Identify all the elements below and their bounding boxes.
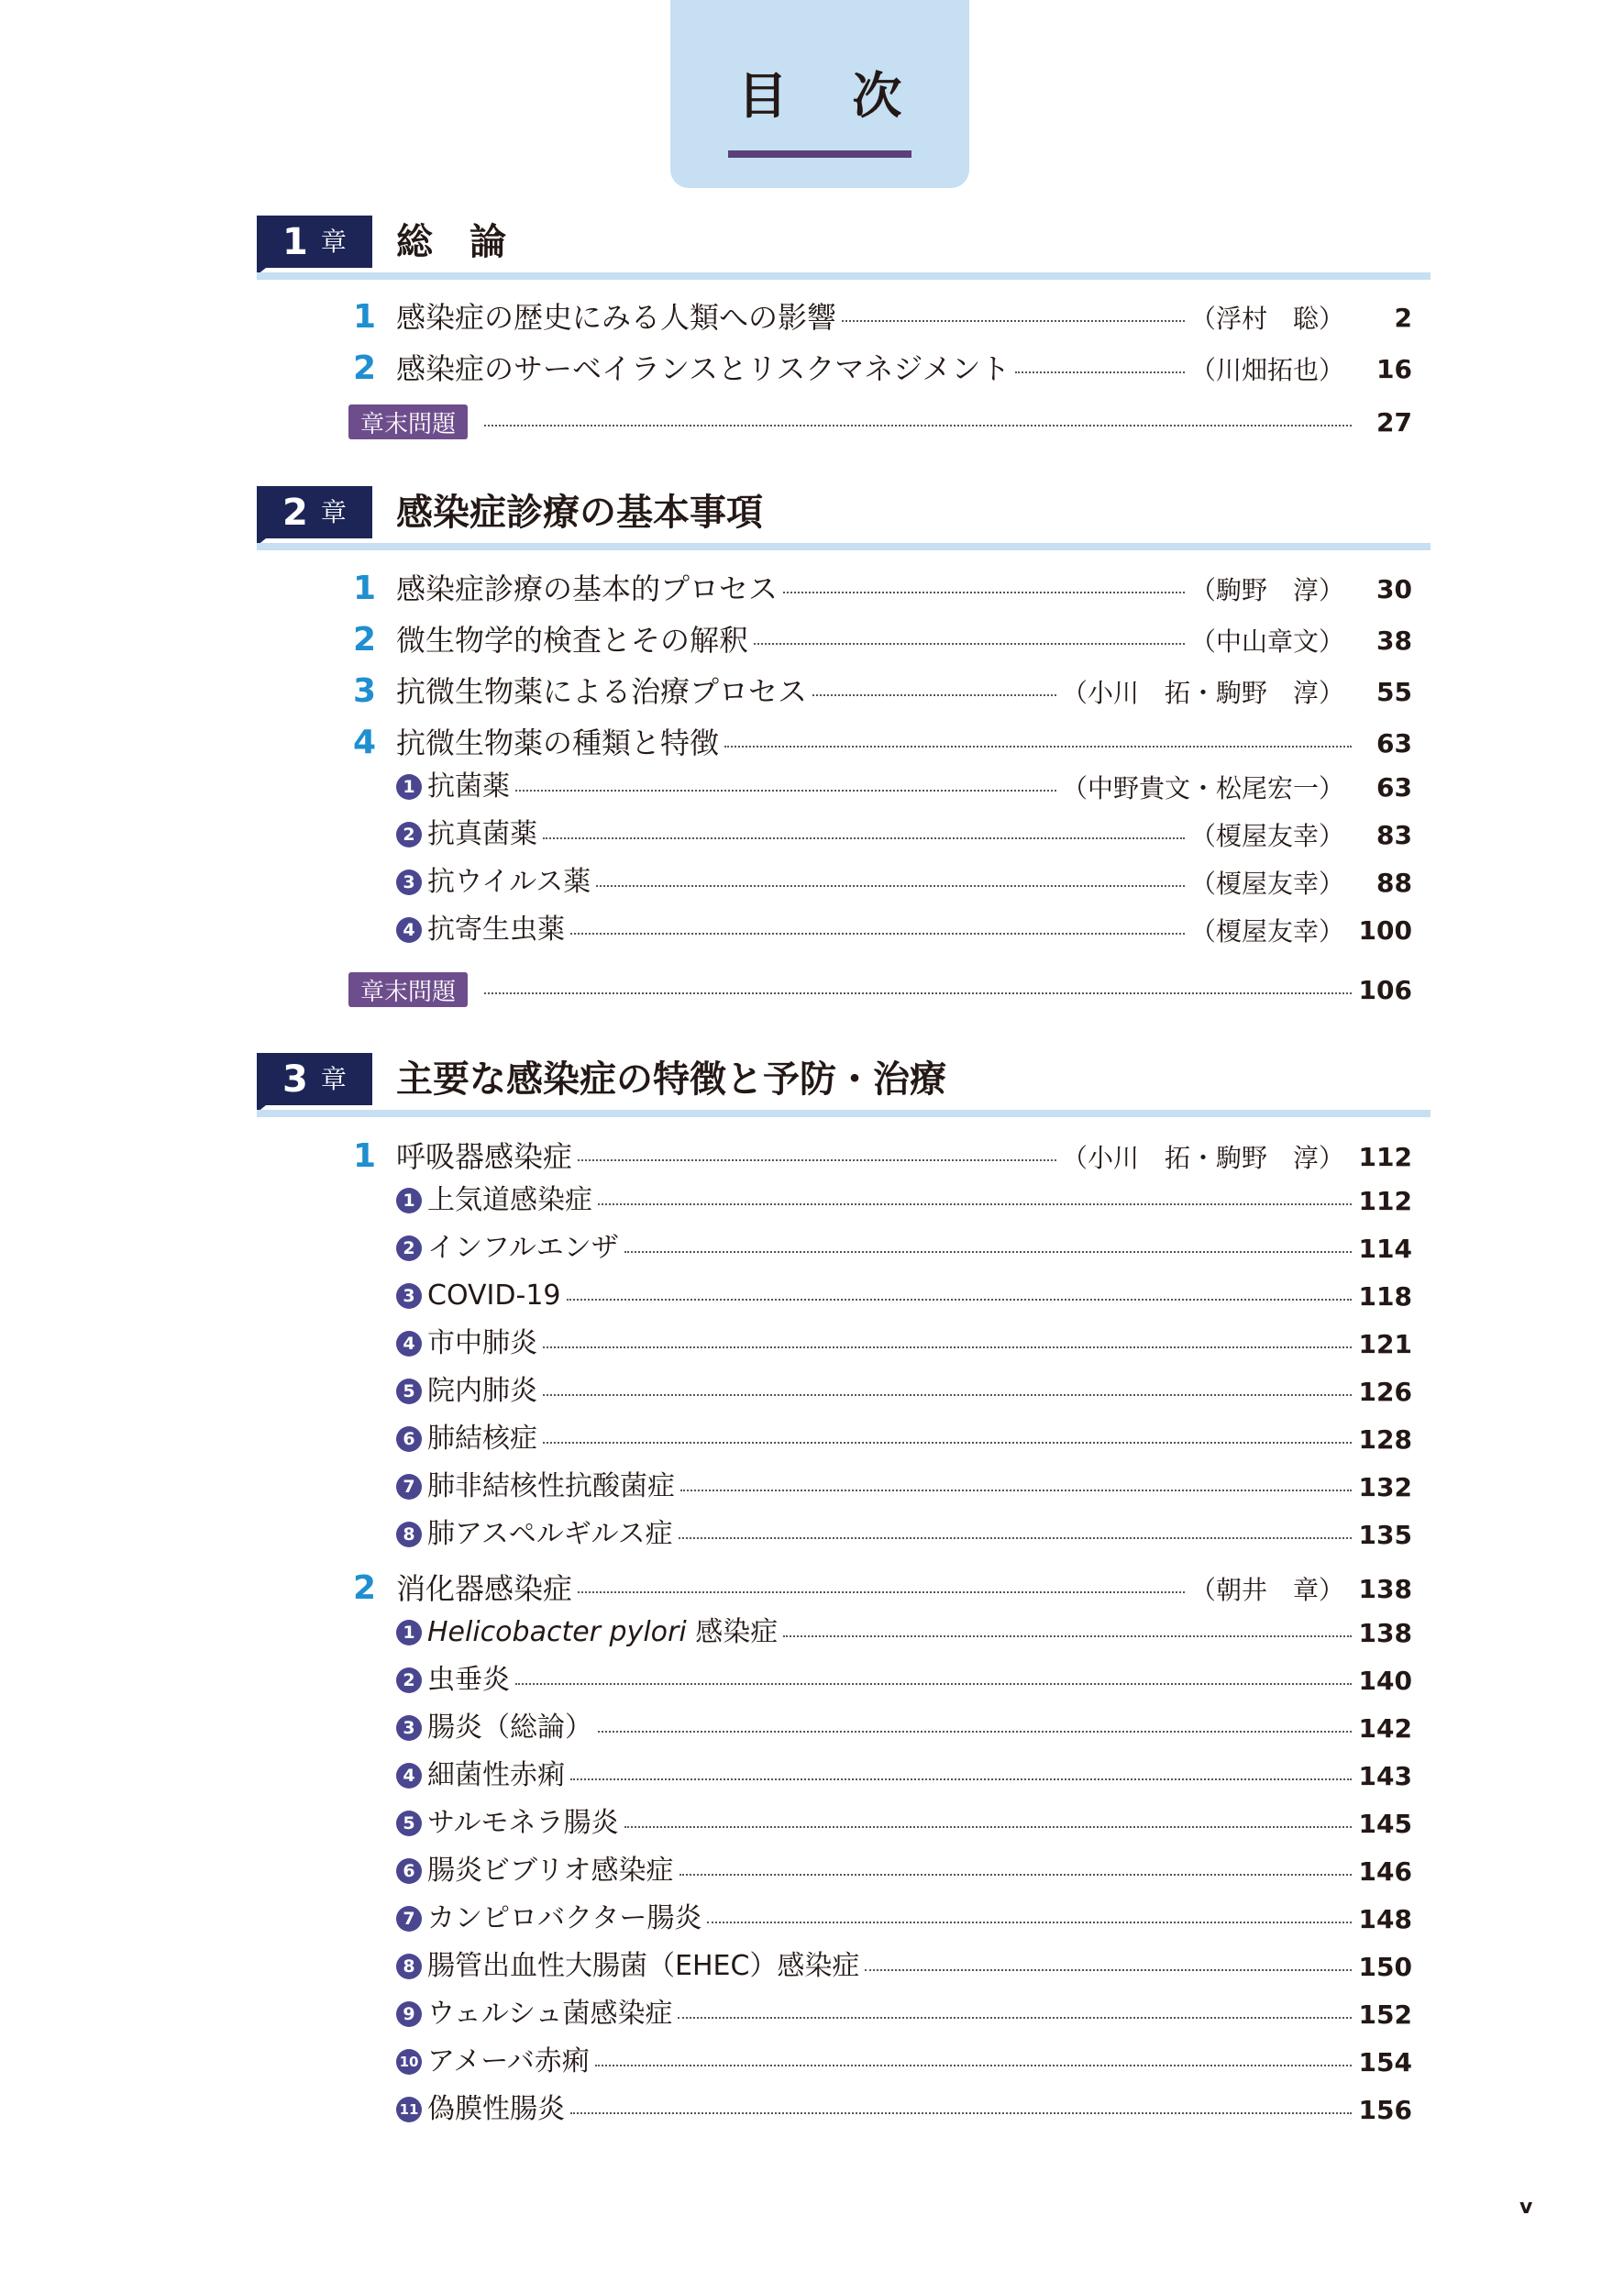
- toc-subentry[interactable]: [396, 1468, 1412, 1506]
- entry-title: 偽膜性腸炎: [427, 2093, 565, 2125]
- entry-author: （小川 拓・駒野 淳）: [1061, 1143, 1344, 1173]
- entry-title: 市中肺炎: [427, 1327, 537, 1359]
- toc-subentry[interactable]: [396, 1420, 1412, 1458]
- entry-page: 55: [1376, 676, 1412, 707]
- leader-dots: [570, 2112, 1352, 2114]
- toc-entry[interactable]: [348, 348, 1412, 390]
- entry-author: （榎屋友幸）: [1189, 916, 1344, 947]
- chapter-badge: [257, 216, 372, 268]
- number-circle-icon: 3: [396, 1715, 422, 1741]
- entry-title-rest: 感染症: [686, 1616, 779, 1648]
- toc-subentry[interactable]: [396, 911, 1412, 949]
- entry-page: 152: [1358, 1999, 1412, 2030]
- entry-page: 138: [1358, 1573, 1412, 1604]
- entry-page: 150: [1358, 1951, 1412, 1982]
- number-circle-icon: 6: [396, 1426, 422, 1452]
- entry-title: 肺非結核性抗酸菌症: [427, 1470, 675, 1502]
- toc-subentry[interactable]: [396, 1515, 1412, 1554]
- leader-dots: [678, 2017, 1352, 2019]
- chapter-1-heading: [257, 216, 1431, 275]
- toc-subentry[interactable]: [396, 1709, 1412, 1747]
- entry-page: 145: [1358, 1808, 1412, 1839]
- toc-subentry[interactable]: [396, 863, 1412, 902]
- number-circle-icon: 2: [396, 1235, 422, 1261]
- entry-title: 腸炎ビブリオ感染症: [427, 1855, 674, 1887]
- entry-page: 148: [1358, 1903, 1412, 1934]
- entry-page: 114: [1358, 1233, 1412, 1264]
- chapter-word: 章: [320, 496, 347, 527]
- entry-page: 38: [1376, 625, 1412, 656]
- entry-title: 抗微生物薬の種類と特徴: [396, 726, 720, 760]
- leader-dots: [543, 837, 1185, 839]
- leader-dots: [1015, 371, 1185, 373]
- entry-author: （朝井 章）: [1189, 1575, 1344, 1605]
- leader-dots: [783, 1635, 1352, 1637]
- chapter-title: 感染症診療の基本事項: [396, 492, 763, 534]
- number-circle-icon: 8: [396, 1954, 422, 1979]
- entry-page: 2: [1394, 302, 1412, 333]
- leader-dots: [567, 1299, 1352, 1301]
- chapter-badge: [257, 486, 372, 538]
- toc-entry[interactable]: [348, 722, 1412, 764]
- number-circle-icon: 10: [396, 2049, 422, 2075]
- entry-title: [427, 1616, 779, 1648]
- leader-dots: [595, 2065, 1352, 2066]
- entry-title: 感染症診療の基本的プロセス: [396, 571, 779, 606]
- number-circle-icon: 7: [396, 1906, 422, 1932]
- entry-page: 138: [1358, 1617, 1412, 1648]
- toc-subentry[interactable]: [396, 1852, 1412, 1890]
- number-circle-icon: 4: [396, 1331, 422, 1357]
- entry-number: 4: [352, 724, 376, 761]
- number-circle-icon: 4: [396, 917, 422, 943]
- entry-title: 細菌性赤痢: [427, 1759, 565, 1791]
- toc-subentry[interactable]: [396, 1900, 1412, 1938]
- toc-subentry[interactable]: [396, 815, 1412, 854]
- end-questions-entry[interactable]: [348, 404, 1412, 439]
- chapter-number: 1: [282, 220, 308, 263]
- entry-title: 微生物学的検査とその解釈: [396, 623, 749, 658]
- entry-author: （小川 拓・駒野 淳）: [1061, 678, 1344, 708]
- entry-title: 腸炎（総論）: [427, 1711, 592, 1744]
- entry-page: 128: [1358, 1423, 1412, 1455]
- leader-dots: [598, 1203, 1352, 1205]
- entry-title: 抗寄生虫薬: [427, 914, 565, 946]
- entry-page: 121: [1358, 1328, 1412, 1359]
- entry-title: 感染症の歴史にみる人類への影響: [396, 300, 837, 335]
- entry-page: 112: [1358, 1141, 1412, 1172]
- toc-subentry[interactable]: [396, 1661, 1412, 1700]
- page-folio: v: [1519, 2196, 1533, 2219]
- toc-entry[interactable]: [348, 296, 1412, 338]
- toc-subentry[interactable]: [396, 1181, 1412, 1220]
- entry-title-italic: Helicobacter pylori: [427, 1616, 687, 1648]
- entry-page: 156: [1358, 2094, 1412, 2125]
- number-circle-icon: 1: [396, 774, 422, 800]
- entry-page: 146: [1358, 1855, 1412, 1887]
- toc-subentry[interactable]: [396, 1804, 1412, 1843]
- entry-title: 消化器感染症: [396, 1571, 573, 1606]
- leader-dots: [680, 1490, 1352, 1491]
- number-circle-icon: 1: [396, 1620, 422, 1645]
- entry-author: （駒野 淳）: [1189, 575, 1344, 605]
- entry-page: 88: [1376, 867, 1412, 898]
- chapter-word: 章: [320, 226, 347, 257]
- leader-dots: [624, 1251, 1352, 1253]
- entry-page: 126: [1358, 1376, 1412, 1407]
- entry-page: 118: [1358, 1280, 1412, 1312]
- entry-number: 3: [352, 672, 376, 710]
- entry-title: 虫垂炎: [427, 1664, 510, 1696]
- entry-page: 100: [1358, 914, 1412, 946]
- entry-title: 感染症のサーベイランスとリスクマネジメント: [396, 351, 1011, 386]
- leader-dots: [707, 1922, 1352, 1923]
- entry-title: 院内肺炎: [427, 1375, 537, 1407]
- leader-dots: [783, 592, 1185, 593]
- leader-dots: [679, 1537, 1352, 1539]
- toc-subentry[interactable]: [396, 1613, 1412, 1652]
- number-circle-icon: 1: [396, 1188, 422, 1213]
- entry-page: 140: [1358, 1665, 1412, 1696]
- entry-title: アメーバ赤痢: [427, 2045, 590, 2077]
- entry-number: 2: [352, 1569, 376, 1607]
- leader-dots: [543, 1394, 1352, 1396]
- leader-dots: [543, 1442, 1352, 1444]
- entry-page: 132: [1358, 1471, 1412, 1502]
- leader-dots: [812, 694, 1056, 696]
- entry-page: 154: [1358, 2046, 1412, 2077]
- leader-dots: [578, 1591, 1185, 1593]
- entry-title: 抗微生物薬による治療プロセス: [396, 674, 808, 709]
- number-circle-icon: 6: [396, 1858, 422, 1884]
- number-circle-icon: 11: [396, 2097, 422, 2122]
- entry-number: 1: [352, 298, 376, 336]
- entry-page: 16: [1376, 353, 1412, 384]
- entry-title: 腸管出血性大腸菌（EHEC）感染症: [427, 1950, 860, 1982]
- entry-author: （榎屋友幸）: [1189, 821, 1344, 851]
- toc-entry[interactable]: [348, 1567, 1412, 1610]
- entry-page: 142: [1358, 1712, 1412, 1744]
- number-circle-icon: 4: [396, 1763, 422, 1789]
- leader-dots: [596, 885, 1185, 887]
- title-tab: [670, 0, 969, 188]
- entry-author: （榎屋友幸）: [1189, 869, 1344, 899]
- entry-page: 63: [1376, 727, 1412, 759]
- chapter-rule: [257, 543, 1431, 550]
- entry-author: （浮村 聡）: [1189, 304, 1344, 334]
- number-circle-icon: 5: [396, 1379, 422, 1404]
- toc-entry[interactable]: [348, 1135, 1412, 1178]
- entry-number: 1: [352, 1137, 376, 1175]
- entry-author: （中山章文）: [1189, 626, 1344, 657]
- leader-dots: [570, 933, 1185, 935]
- entry-page: 30: [1376, 573, 1412, 604]
- entry-page: 63: [1376, 771, 1412, 803]
- leader-dots: [598, 1731, 1352, 1733]
- leader-dots: [624, 1826, 1353, 1828]
- chapter-word: 章: [320, 1063, 347, 1094]
- chapter-rule: [257, 272, 1431, 280]
- entry-title: 呼吸器感染症: [396, 1139, 573, 1174]
- leader-dots: [484, 425, 1352, 426]
- leader-dots: [543, 1346, 1352, 1348]
- entry-title: 抗ウイルス薬: [427, 866, 591, 898]
- leader-dots: [842, 320, 1185, 322]
- entry-page: 106: [1358, 974, 1412, 1005]
- chapter-number: 2: [282, 491, 308, 534]
- entry-title: COVID-19: [427, 1279, 561, 1312]
- chapter-number: 3: [282, 1058, 308, 1101]
- end-questions-tag: 章末問題: [348, 404, 468, 439]
- toc-subentry[interactable]: [396, 1947, 1412, 1986]
- leader-dots: [515, 790, 1056, 792]
- toc-entry[interactable]: [348, 670, 1412, 713]
- entry-page: 112: [1358, 1185, 1412, 1216]
- number-circle-icon: 2: [396, 822, 422, 847]
- number-circle-icon: 8: [396, 1522, 422, 1547]
- toc-subentry[interactable]: [396, 768, 1412, 806]
- title-underline: [728, 150, 911, 158]
- number-circle-icon: 3: [396, 1283, 422, 1309]
- entry-page: 83: [1376, 819, 1412, 850]
- leader-dots: [724, 746, 1352, 748]
- toc-subentry[interactable]: [396, 1756, 1412, 1795]
- end-questions-entry[interactable]: [348, 972, 1412, 1007]
- number-circle-icon: 7: [396, 1474, 422, 1500]
- entry-title: 上気道感染症: [427, 1184, 592, 1216]
- chapter-2-heading: [257, 486, 1431, 546]
- end-questions-tag: 章末問題: [348, 972, 468, 1007]
- leader-dots: [578, 1159, 1056, 1161]
- toc-entry[interactable]: [348, 619, 1412, 661]
- entry-title: 肺結核症: [427, 1423, 537, 1455]
- toc-subentry[interactable]: [396, 1229, 1412, 1268]
- entry-author: （中野貴文・松尾宏一）: [1061, 773, 1344, 803]
- entry-number: 2: [352, 349, 376, 387]
- leader-dots: [865, 1969, 1352, 1971]
- entry-title: ウェルシュ菌感染症: [427, 1998, 673, 2030]
- leader-dots: [515, 1683, 1352, 1685]
- toc-subentry[interactable]: [396, 2043, 1412, 2081]
- entry-title: 抗真菌薬: [427, 818, 537, 850]
- leader-dots: [570, 1778, 1352, 1780]
- leader-dots: [484, 992, 1352, 994]
- entry-number: 2: [352, 621, 376, 659]
- entry-page: 135: [1358, 1519, 1412, 1550]
- toc-entry[interactable]: [348, 568, 1412, 610]
- chapter-badge: [257, 1053, 372, 1105]
- number-circle-icon: 9: [396, 2001, 422, 2027]
- number-circle-icon: 2: [396, 1667, 422, 1693]
- entry-author: （川畑拓也）: [1189, 355, 1344, 385]
- entry-title: カンピロバクター腸炎: [427, 1902, 702, 1934]
- toc-subentry[interactable]: [396, 1372, 1412, 1411]
- entry-number: 1: [352, 570, 376, 607]
- toc-subentry[interactable]: [396, 1277, 1412, 1315]
- leader-dots: [754, 643, 1185, 645]
- entry-page: 143: [1358, 1760, 1412, 1791]
- number-circle-icon: 3: [396, 870, 422, 895]
- entry-page: 27: [1376, 406, 1412, 438]
- chapter-3-heading: [257, 1053, 1431, 1113]
- entry-title: 肺アスペルギルス症: [427, 1518, 673, 1550]
- chapter-rule: [257, 1110, 1431, 1117]
- chapter-title: 主要な感染症の特徴と予防・治療: [396, 1058, 946, 1101]
- leader-dots: [679, 1874, 1353, 1876]
- toc-subentry[interactable]: [396, 2090, 1412, 2129]
- toc-subentry[interactable]: [396, 1324, 1412, 1363]
- toc-subentry[interactable]: [396, 1995, 1412, 2033]
- page-title: 目 次: [737, 67, 926, 125]
- entry-title: インフルエンザ: [427, 1232, 619, 1264]
- entry-title: サルモネラ腸炎: [427, 1807, 619, 1839]
- number-circle-icon: 5: [396, 1811, 422, 1836]
- chapter-title: 総 論: [396, 221, 506, 263]
- entry-title: 抗菌薬: [427, 770, 510, 803]
